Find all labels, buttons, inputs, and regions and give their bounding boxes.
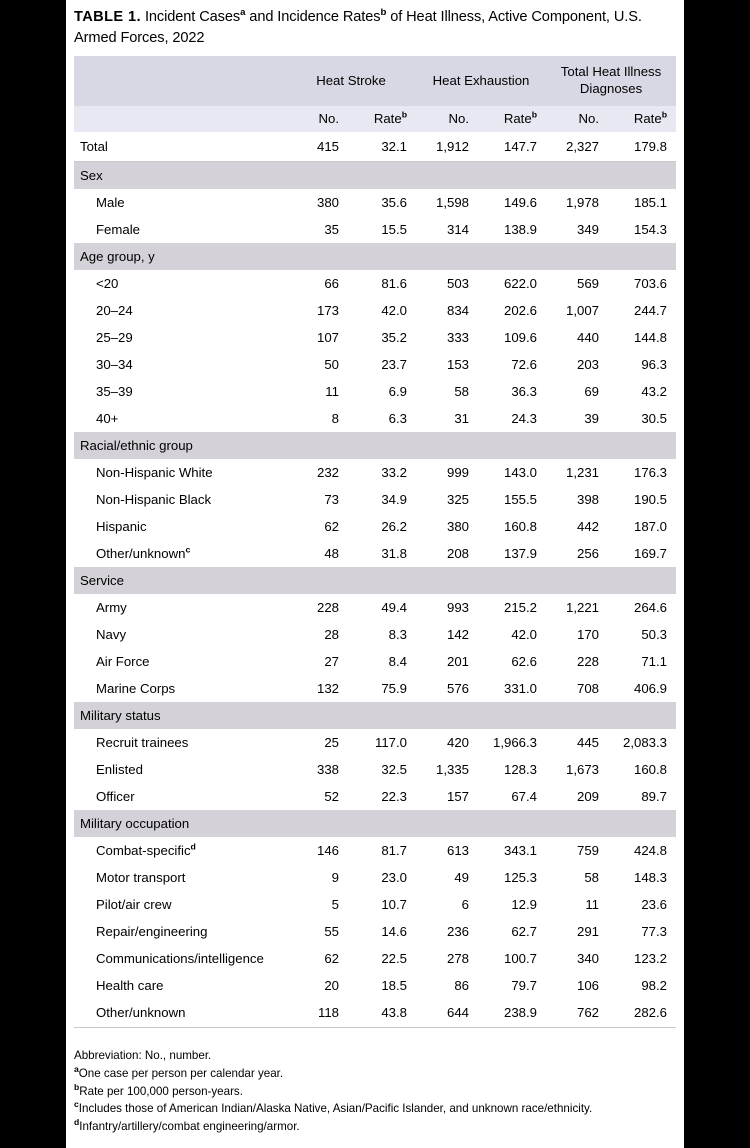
cell-value: 96.3 <box>641 357 668 373</box>
footnote-a-text: One case per person per calendar year. <box>78 1067 284 1081</box>
cell-value: 176.3 <box>634 465 668 481</box>
table-row <box>74 918 676 945</box>
section-header-label: Age group, y <box>74 243 676 270</box>
title-text-3: of Heat Illness, Active Component, U.S. Armed Forces, 2022 <box>74 9 642 46</box>
cell-value: 155.5 <box>504 492 538 508</box>
cell-value: 10.7 <box>381 897 408 913</box>
cell-value: 291 <box>577 924 600 940</box>
cell-value: 170 <box>577 627 600 643</box>
cell-value: 282.6 <box>608 999 676 1028</box>
footnote-c-mark: c <box>74 1099 79 1110</box>
table-row <box>74 540 676 567</box>
cell-value: 380 <box>316 195 339 211</box>
cell-value: 2,083.3 <box>623 735 668 751</box>
table-row <box>74 675 676 702</box>
cell-value: 415 <box>286 132 348 162</box>
cell-value: 39 <box>584 411 600 427</box>
row-label: Other/unknown <box>74 999 286 1028</box>
cell-value: 81.7 <box>381 843 408 859</box>
cell-value: 445 <box>577 735 600 751</box>
cell-value: 106 <box>577 978 600 994</box>
cell-value: 117.0 <box>374 735 408 751</box>
cell-value: 98.2 <box>641 978 668 994</box>
cell-value: 20 <box>324 978 339 994</box>
cell-value: 314 <box>447 222 470 238</box>
cell-value: 138.9 <box>504 222 538 238</box>
table-row <box>74 729 676 756</box>
cell-value: 137.9 <box>504 546 538 562</box>
cell-value: 179.8 <box>608 132 676 162</box>
cell-value: 236 <box>447 924 470 940</box>
cell-value: 6.3 <box>388 411 408 427</box>
row-label: Army <box>96 600 127 616</box>
cell-value: 109.6 <box>504 330 538 346</box>
section-header-row <box>74 432 676 459</box>
cell-value: 31.8 <box>381 546 408 562</box>
cell-value: 35.6 <box>381 195 408 211</box>
page-title <box>66 0 684 48</box>
cell-value: 1,966.3 <box>493 735 538 751</box>
footnote-ref-a: a <box>240 7 246 19</box>
table-row <box>74 270 676 297</box>
table-row <box>74 351 676 378</box>
subheader-no-1: No. <box>286 106 348 132</box>
row-label: 30–34 <box>96 357 133 373</box>
cell-value: 442 <box>577 519 600 535</box>
footnote-ref-c: c <box>185 545 191 556</box>
footnote-c <box>74 1100 676 1118</box>
row-label: Officer <box>96 789 135 805</box>
cell-value: 420 <box>447 735 470 751</box>
cell-value: 440 <box>577 330 600 346</box>
cell-value: 157 <box>447 789 470 805</box>
cell-value: 62.7 <box>511 924 538 940</box>
row-label: 40+ <box>96 411 119 427</box>
cell-value: 999 <box>447 465 470 481</box>
cell-value: 100.7 <box>504 951 538 967</box>
cell-value: 238.9 <box>478 999 546 1028</box>
table-page <box>66 0 684 1148</box>
cell-value: 58 <box>584 870 600 886</box>
cell-value: 73 <box>324 492 339 508</box>
table-row <box>74 216 676 243</box>
header-corner-blank <box>74 56 286 106</box>
cell-value: 55 <box>324 924 339 940</box>
cell-value: 62 <box>324 519 339 535</box>
cell-value: 11 <box>585 897 600 913</box>
table-row <box>74 513 676 540</box>
cell-value: 244.7 <box>634 303 668 319</box>
footnote-ref-b-col1: b <box>401 110 408 121</box>
cell-value: 201 <box>447 654 470 670</box>
row-label: Pilot/air crew <box>96 897 172 913</box>
cell-value: 28 <box>324 627 339 643</box>
cell-value: 154.3 <box>634 222 668 238</box>
cell-value: 27 <box>324 654 339 670</box>
header-group-heat-exhaustion: Heat Exhaustion <box>416 56 546 106</box>
cell-value: 8.3 <box>388 627 408 643</box>
table-row <box>74 621 676 648</box>
cell-value: 15.5 <box>381 222 408 238</box>
cell-value: 325 <box>447 492 470 508</box>
footnote-b-mark: b <box>74 1081 80 1092</box>
footnote-ref-b-col3: b <box>661 110 668 121</box>
cell-value: 24.3 <box>511 411 538 427</box>
section-header-label: Military status <box>74 702 676 729</box>
table-row <box>74 972 676 999</box>
cell-value: 708 <box>577 681 600 697</box>
cell-value: 762 <box>546 999 608 1028</box>
footnote-b <box>74 1083 676 1101</box>
cell-value: 278 <box>447 951 470 967</box>
abbreviation-note: Abbreviation: No., number. <box>74 1049 212 1063</box>
table-row <box>74 945 676 972</box>
cell-value: 993 <box>447 600 470 616</box>
cell-value: 43.8 <box>348 999 416 1028</box>
cell-value: 48 <box>324 546 339 562</box>
cell-value: 1,673 <box>566 762 600 778</box>
cell-value: 49 <box>454 870 470 886</box>
cell-value: 338 <box>316 762 339 778</box>
cell-value: 32.5 <box>381 762 408 778</box>
cell-value: 34.9 <box>381 492 408 508</box>
table-row <box>74 864 676 891</box>
subheader-no-2: No. <box>416 106 478 132</box>
cell-value: 149.6 <box>504 195 538 211</box>
footnote-d-mark: d <box>74 1117 80 1128</box>
cell-value: 208 <box>447 546 470 562</box>
footnote-c-text: Includes those of American Indian/Alaska Native, Asian/Pacific Islander, and unknown race/ethnicity. <box>78 1102 593 1116</box>
row-label: Combat-specific$^d$ <box>96 842 196 859</box>
table-row <box>74 891 676 918</box>
row-label: 20–24 <box>96 303 133 319</box>
cell-value: 8 <box>331 411 339 427</box>
table-row <box>74 378 676 405</box>
row-label: Air Force <box>96 654 150 670</box>
table-number-label: TABLE 1. <box>74 9 141 25</box>
cell-value: 1,912 <box>416 132 478 162</box>
row-label: Female <box>96 222 140 238</box>
section-header-label: Sex <box>74 162 676 190</box>
cell-value: 6 <box>461 897 470 913</box>
cell-value: 125.3 <box>504 870 538 886</box>
cell-value: 209 <box>577 789 600 805</box>
cell-value: 503 <box>447 276 470 292</box>
table-body <box>74 56 676 1028</box>
cell-value: 215.2 <box>504 600 538 616</box>
cell-value: 42.0 <box>511 627 538 643</box>
cell-value: 143.0 <box>504 465 538 481</box>
cell-value: 147.7 <box>478 132 546 162</box>
cell-value: 759 <box>577 843 600 859</box>
section-header-row <box>74 243 676 270</box>
cell-value: 118 <box>286 999 348 1028</box>
cell-value: 42.0 <box>381 303 408 319</box>
cell-value: 58 <box>454 384 470 400</box>
cell-value: 1,007 <box>566 303 600 319</box>
cell-value: 22.5 <box>381 951 408 967</box>
row-label: Health care <box>96 978 164 994</box>
cell-value: 23.7 <box>381 357 408 373</box>
cell-value: 343.1 <box>504 843 538 859</box>
section-header-label: Racial/ethnic group <box>74 432 676 459</box>
cell-value: 5 <box>331 897 339 913</box>
row-label: Recruit trainees <box>96 735 189 751</box>
total-row <box>74 132 676 162</box>
row-label: Motor transport <box>96 870 186 886</box>
table-row <box>74 594 676 621</box>
cell-value: 67.4 <box>511 789 538 805</box>
footnote-d-text: Infantry/artillery/combat engineering/armor. <box>79 1119 300 1133</box>
cell-value: 349 <box>577 222 600 238</box>
row-label: Non-Hispanic Black <box>96 492 212 508</box>
cell-value: 144.8 <box>634 330 668 346</box>
cell-value: 160.8 <box>634 762 668 778</box>
cell-value: 256 <box>577 546 600 562</box>
footnote-ref-b-col2: b <box>531 110 538 121</box>
cell-value: 75.9 <box>381 681 408 697</box>
cell-value: 33.2 <box>381 465 408 481</box>
cell-value: 89.7 <box>641 789 668 805</box>
cell-value: 1,598 <box>436 195 470 211</box>
cell-value: 228 <box>577 654 600 670</box>
footnote-ref-b: b <box>380 7 387 19</box>
cell-value: 35 <box>324 222 339 238</box>
section-header-label: Service <box>74 567 676 594</box>
table-row <box>74 783 676 810</box>
footnote-a <box>74 1065 676 1083</box>
cell-value: 613 <box>447 843 470 859</box>
footnote-ref-d: d <box>190 842 196 853</box>
cell-value: 79.7 <box>511 978 538 994</box>
section-header-label: Military occupation <box>74 810 676 837</box>
cell-value: 187.0 <box>634 519 668 535</box>
cell-value: 190.5 <box>634 492 668 508</box>
cell-value: 72.6 <box>511 357 538 373</box>
section-header-row <box>74 162 676 190</box>
header-group-total-heat-illness: Total Heat Illness Diagnoses <box>546 56 676 106</box>
cell-value: 18.5 <box>381 978 408 994</box>
cell-value: 703.6 <box>634 276 668 292</box>
cell-value: 202.6 <box>504 303 538 319</box>
subheader-corner-blank <box>74 106 286 132</box>
cell-value: 644 <box>416 999 478 1028</box>
row-label: Marine Corps <box>96 681 176 697</box>
cell-value: 424.8 <box>634 843 668 859</box>
cell-value: 36.3 <box>511 384 538 400</box>
header-group-heat-stroke: Heat Stroke <box>286 56 416 106</box>
cell-value: 23.6 <box>641 897 668 913</box>
cell-value: 331.0 <box>504 681 538 697</box>
row-label: Repair/engineering <box>96 924 208 940</box>
cell-value: 26.2 <box>381 519 408 535</box>
table-row <box>74 648 676 675</box>
cell-value: 228 <box>316 600 339 616</box>
cell-value: 2,327 <box>546 132 608 162</box>
cell-value: 49.4 <box>381 600 408 616</box>
cell-value: 398 <box>577 492 600 508</box>
heat-illness-table <box>74 56 676 1028</box>
cell-value: 31 <box>454 411 470 427</box>
cell-value: 340 <box>577 951 600 967</box>
table-row <box>74 297 676 324</box>
cell-value: 35.2 <box>381 330 408 346</box>
cell-value: 834 <box>447 303 470 319</box>
title-text-1: Incident Cases <box>140 9 241 25</box>
cell-value: 153 <box>447 357 470 373</box>
cell-value: 6.9 <box>388 384 408 400</box>
subheader-rate-2: Rate$^b$ <box>478 106 546 132</box>
cell-value: 52 <box>324 789 339 805</box>
cell-value: 123.2 <box>634 951 668 967</box>
cell-value: 23.0 <box>381 870 408 886</box>
cell-value: 66 <box>324 276 339 292</box>
cell-value: 25 <box>324 735 339 751</box>
cell-value: 81.6 <box>381 276 408 292</box>
row-label: Navy <box>96 627 127 643</box>
section-header-row <box>74 567 676 594</box>
row-label: Enlisted <box>96 762 143 778</box>
cell-value: 203 <box>577 357 600 373</box>
subheader-no-3: No. <box>546 106 608 132</box>
cell-value: 1,221 <box>566 600 600 616</box>
cell-value: 160.8 <box>504 519 538 535</box>
cell-value: 380 <box>447 519 470 535</box>
table-row <box>74 189 676 216</box>
cell-value: 569 <box>577 276 600 292</box>
cell-value: 1,978 <box>566 195 600 211</box>
cell-value: 622.0 <box>504 276 538 292</box>
cell-value: 173 <box>316 303 339 319</box>
cell-value: 1,335 <box>436 762 470 778</box>
subheader-rate-1: Rate$^b$ <box>348 106 416 132</box>
cell-value: 12.9 <box>511 897 538 913</box>
cell-value: 232 <box>316 465 339 481</box>
row-label: Communications/intelligence <box>96 951 264 967</box>
cell-value: 43.2 <box>641 384 668 400</box>
cell-value: 9 <box>331 870 339 886</box>
cell-value: 86 <box>454 978 470 994</box>
cell-value: 142 <box>447 627 470 643</box>
table-footnotes <box>74 1047 676 1135</box>
row-label: Other/unknown$^c$ <box>96 545 191 562</box>
row-label: Hispanic <box>96 519 147 535</box>
cell-value: 32.1 <box>348 132 416 162</box>
cell-value: 50.3 <box>641 627 668 643</box>
cell-value: 146 <box>316 843 339 859</box>
row-label: <20 <box>96 276 119 292</box>
footnote-b-text: Rate per 100,000 person-years. <box>79 1084 243 1098</box>
cell-value: 62.6 <box>511 654 538 670</box>
section-header-row <box>74 702 676 729</box>
row-label: 25–29 <box>96 330 133 346</box>
cell-value: 264.6 <box>634 600 668 616</box>
cell-value: 62 <box>324 951 339 967</box>
table-header-groups <box>74 56 676 106</box>
table-row <box>74 999 676 1028</box>
cell-value: 333 <box>447 330 470 346</box>
section-header-row <box>74 810 676 837</box>
row-label: Non-Hispanic White <box>96 465 213 481</box>
cell-value: 132 <box>316 681 339 697</box>
cell-value: 148.3 <box>634 870 668 886</box>
cell-value: 107 <box>316 330 339 346</box>
row-label: Total <box>74 132 286 162</box>
footnote-a-mark: a <box>74 1064 79 1075</box>
cell-value: 14.6 <box>381 924 408 940</box>
cell-value: 69 <box>584 384 600 400</box>
subheader-rate-3: Rate$^b$ <box>608 106 676 132</box>
cell-value: 128.3 <box>504 762 538 778</box>
table-row <box>74 756 676 783</box>
cell-value: 50 <box>324 357 339 373</box>
cell-value: 185.1 <box>634 195 668 211</box>
cell-value: 576 <box>447 681 470 697</box>
table-row <box>74 837 676 864</box>
cell-value: 77.3 <box>641 924 668 940</box>
table-row <box>74 324 676 351</box>
title-text-2: and Incidence Rates <box>245 9 381 25</box>
footnote-d <box>74 1118 676 1136</box>
cell-value: 169.7 <box>634 546 668 562</box>
table-row <box>74 405 676 432</box>
row-label: Male <box>96 195 125 211</box>
row-label: 35–39 <box>96 384 133 400</box>
table-row <box>74 486 676 513</box>
cell-value: 406.9 <box>634 681 668 697</box>
cell-value: 30.5 <box>641 411 668 427</box>
cell-value: 71.1 <box>641 654 668 670</box>
cell-value: 22.3 <box>381 789 408 805</box>
cell-value: 8.4 <box>388 654 408 670</box>
table-header-columns <box>74 106 676 132</box>
cell-value: 11 <box>325 384 339 400</box>
cell-value: 1,231 <box>566 465 600 481</box>
table-row <box>74 459 676 486</box>
